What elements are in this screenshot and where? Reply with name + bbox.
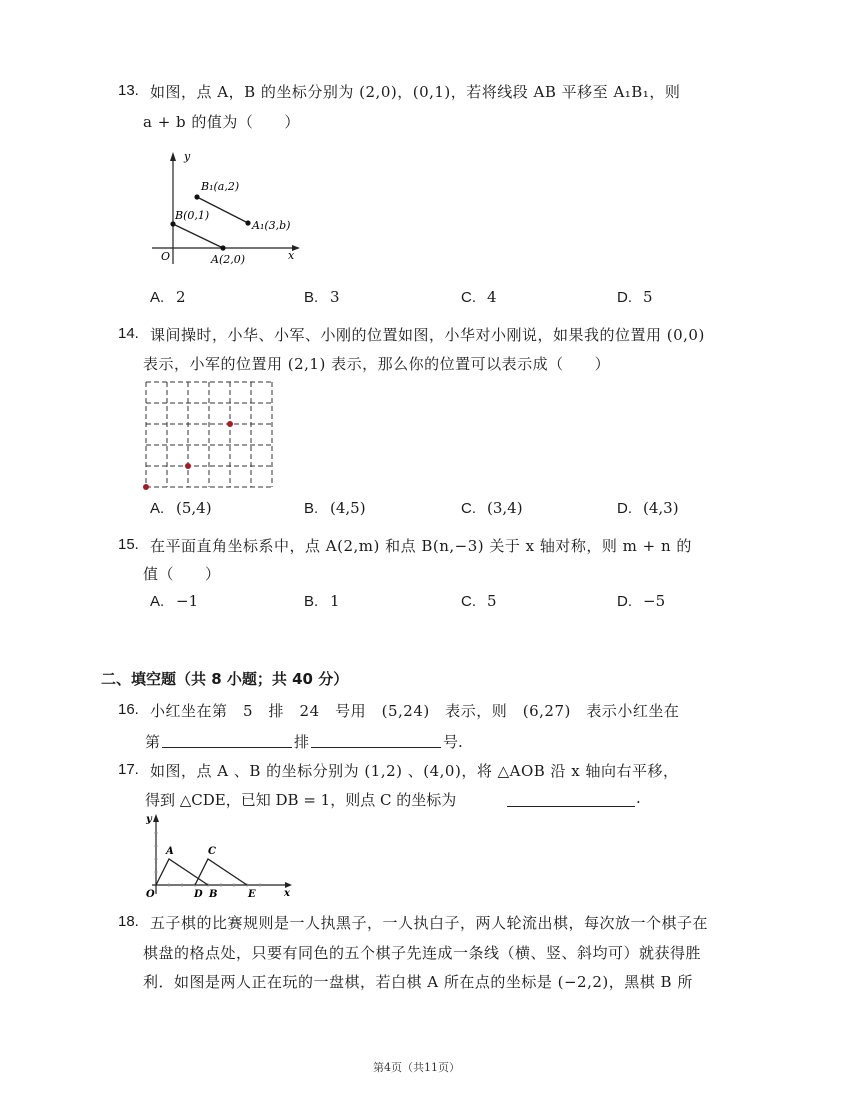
label-d: D [194,889,203,900]
position-xiaogang [227,421,233,427]
label-origin: O [146,889,155,900]
point-b [170,221,175,226]
label-b1: B₁(a,2) [201,180,240,193]
option-text[interactable]: 2 [176,288,186,306]
label-y: y [146,814,152,825]
question-text: 第 [145,733,161,751]
answer-blank-seat[interactable] [311,731,441,748]
point-a1 [245,220,250,225]
question-text: 排 [294,733,310,751]
question-text: 五子棋的比赛规则是一人执黑子，一人执白子，两人轮流出棋，每次放一个棋子在 [150,914,709,932]
question-text: 如图，点 A，B 的坐标分别为 (2,0)，(0,1)，若将线段 AB 平移至 A₁B₁，则 [150,83,681,101]
question-text: 课间操时，小华、小军、小刚的位置如图，小华对小刚说，如果我的位置用 (0,0) [150,326,705,344]
question-number: 16. [118,701,139,718]
segment-ab [173,224,223,248]
answer-blank-row[interactable] [162,731,292,748]
option-letter[interactable]: C. [461,289,476,306]
question-text: 得到 △CDE，已知 DB = 1，则点 C 的坐标为 [145,791,457,809]
label-a: A(2,0) [211,253,246,266]
option-letter[interactable]: B. [304,289,319,306]
question-number: 15. [118,536,139,553]
option-letter[interactable]: C. [461,593,476,610]
option-letter[interactable]: B. [304,500,319,517]
option-text[interactable]: 1 [330,592,340,610]
question-number: 14. [118,325,139,342]
option-text[interactable]: 5 [487,592,497,610]
question-text: 棋盘的格点处，只要有同色的五个棋子先连成一条线（横、竖、斜均可）就获得胜 [143,944,702,962]
section-heading: 二、填空题（共 8 小题；共 40 分） [101,670,349,688]
option-text[interactable]: (4,3) [643,499,679,517]
option-text[interactable]: (4,5) [330,499,366,517]
option-text[interactable]: −5 [643,592,666,610]
option-text[interactable]: 3 [330,288,340,306]
question-text: 值（ ） [143,565,221,583]
y-axis-arrow-icon [170,152,176,161]
dashed-grid [146,382,272,487]
option-letter[interactable]: A. [150,593,165,610]
question-text: 在平面直角坐标系中，点 A(2,m) 和点 B(n,−3) 关于 x 轴对称，则 m + n 的 [150,537,692,555]
option-letter[interactable]: C. [461,500,476,517]
label-b: B [209,889,218,900]
figure-q13-coordinate-plane [148,146,308,268]
option-text[interactable]: 5 [643,288,653,306]
answer-blank-point-c[interactable] [507,790,635,807]
question-text: 利．如图是两人正在玩的一盘棋，若白棋 A 所在点的坐标是 (−2,2)，黑棋 B 所 [143,973,693,991]
option-text[interactable]: (5,4) [176,499,212,517]
point-b1 [194,194,199,199]
label-x: x [284,888,290,899]
position-xiaojun [185,463,191,469]
label-y: y [184,150,191,163]
point-a [220,245,225,250]
question-text: . [636,789,641,807]
figure-q14-grid [140,376,280,496]
option-letter[interactable]: A. [150,500,165,517]
option-text[interactable]: (3,4) [487,499,523,517]
triangle-aob [156,859,208,885]
figure-q17-translation [142,810,297,900]
label-e: E [248,889,256,900]
option-letter[interactable]: A. [150,289,165,306]
label-origin: O [161,250,171,263]
question-text: 小红坐在第 5 排 24 号用 (5,24) 表示，则 (6,27) 表示小红坐在 [150,702,680,720]
option-letter[interactable]: D. [617,593,632,610]
option-letter[interactable]: D. [617,500,632,517]
question-text: 表示，小军的位置用 (2,1) 表示，那么你的位置可以表示成（ ） [143,355,611,373]
y-axis-arrow-icon [153,814,159,822]
question-number: 17. [118,761,139,778]
position-xiaohua [143,484,149,490]
label-a1: A₁(3,b) [252,219,291,232]
option-text[interactable]: −1 [176,592,199,610]
page-footer: 第4页（共11页） [373,1061,460,1074]
question-number: 13. [118,82,139,99]
label-a: A [166,846,174,857]
label-x: x [288,249,295,262]
question-text: a + b 的值为（ ） [143,113,300,131]
question-text: 号. [443,733,463,751]
question-text: 如图，点 A 、B 的坐标分别为 (1,2) 、(4,0)，将 △AOB 沿 x 轴向右平移， [150,762,679,780]
label-c: C [208,846,216,857]
question-number: 18. [118,913,139,930]
label-b: B(0,1) [175,209,210,222]
option-text[interactable]: 4 [487,288,497,306]
option-letter[interactable]: B. [304,593,319,610]
option-letter[interactable]: D. [617,289,632,306]
